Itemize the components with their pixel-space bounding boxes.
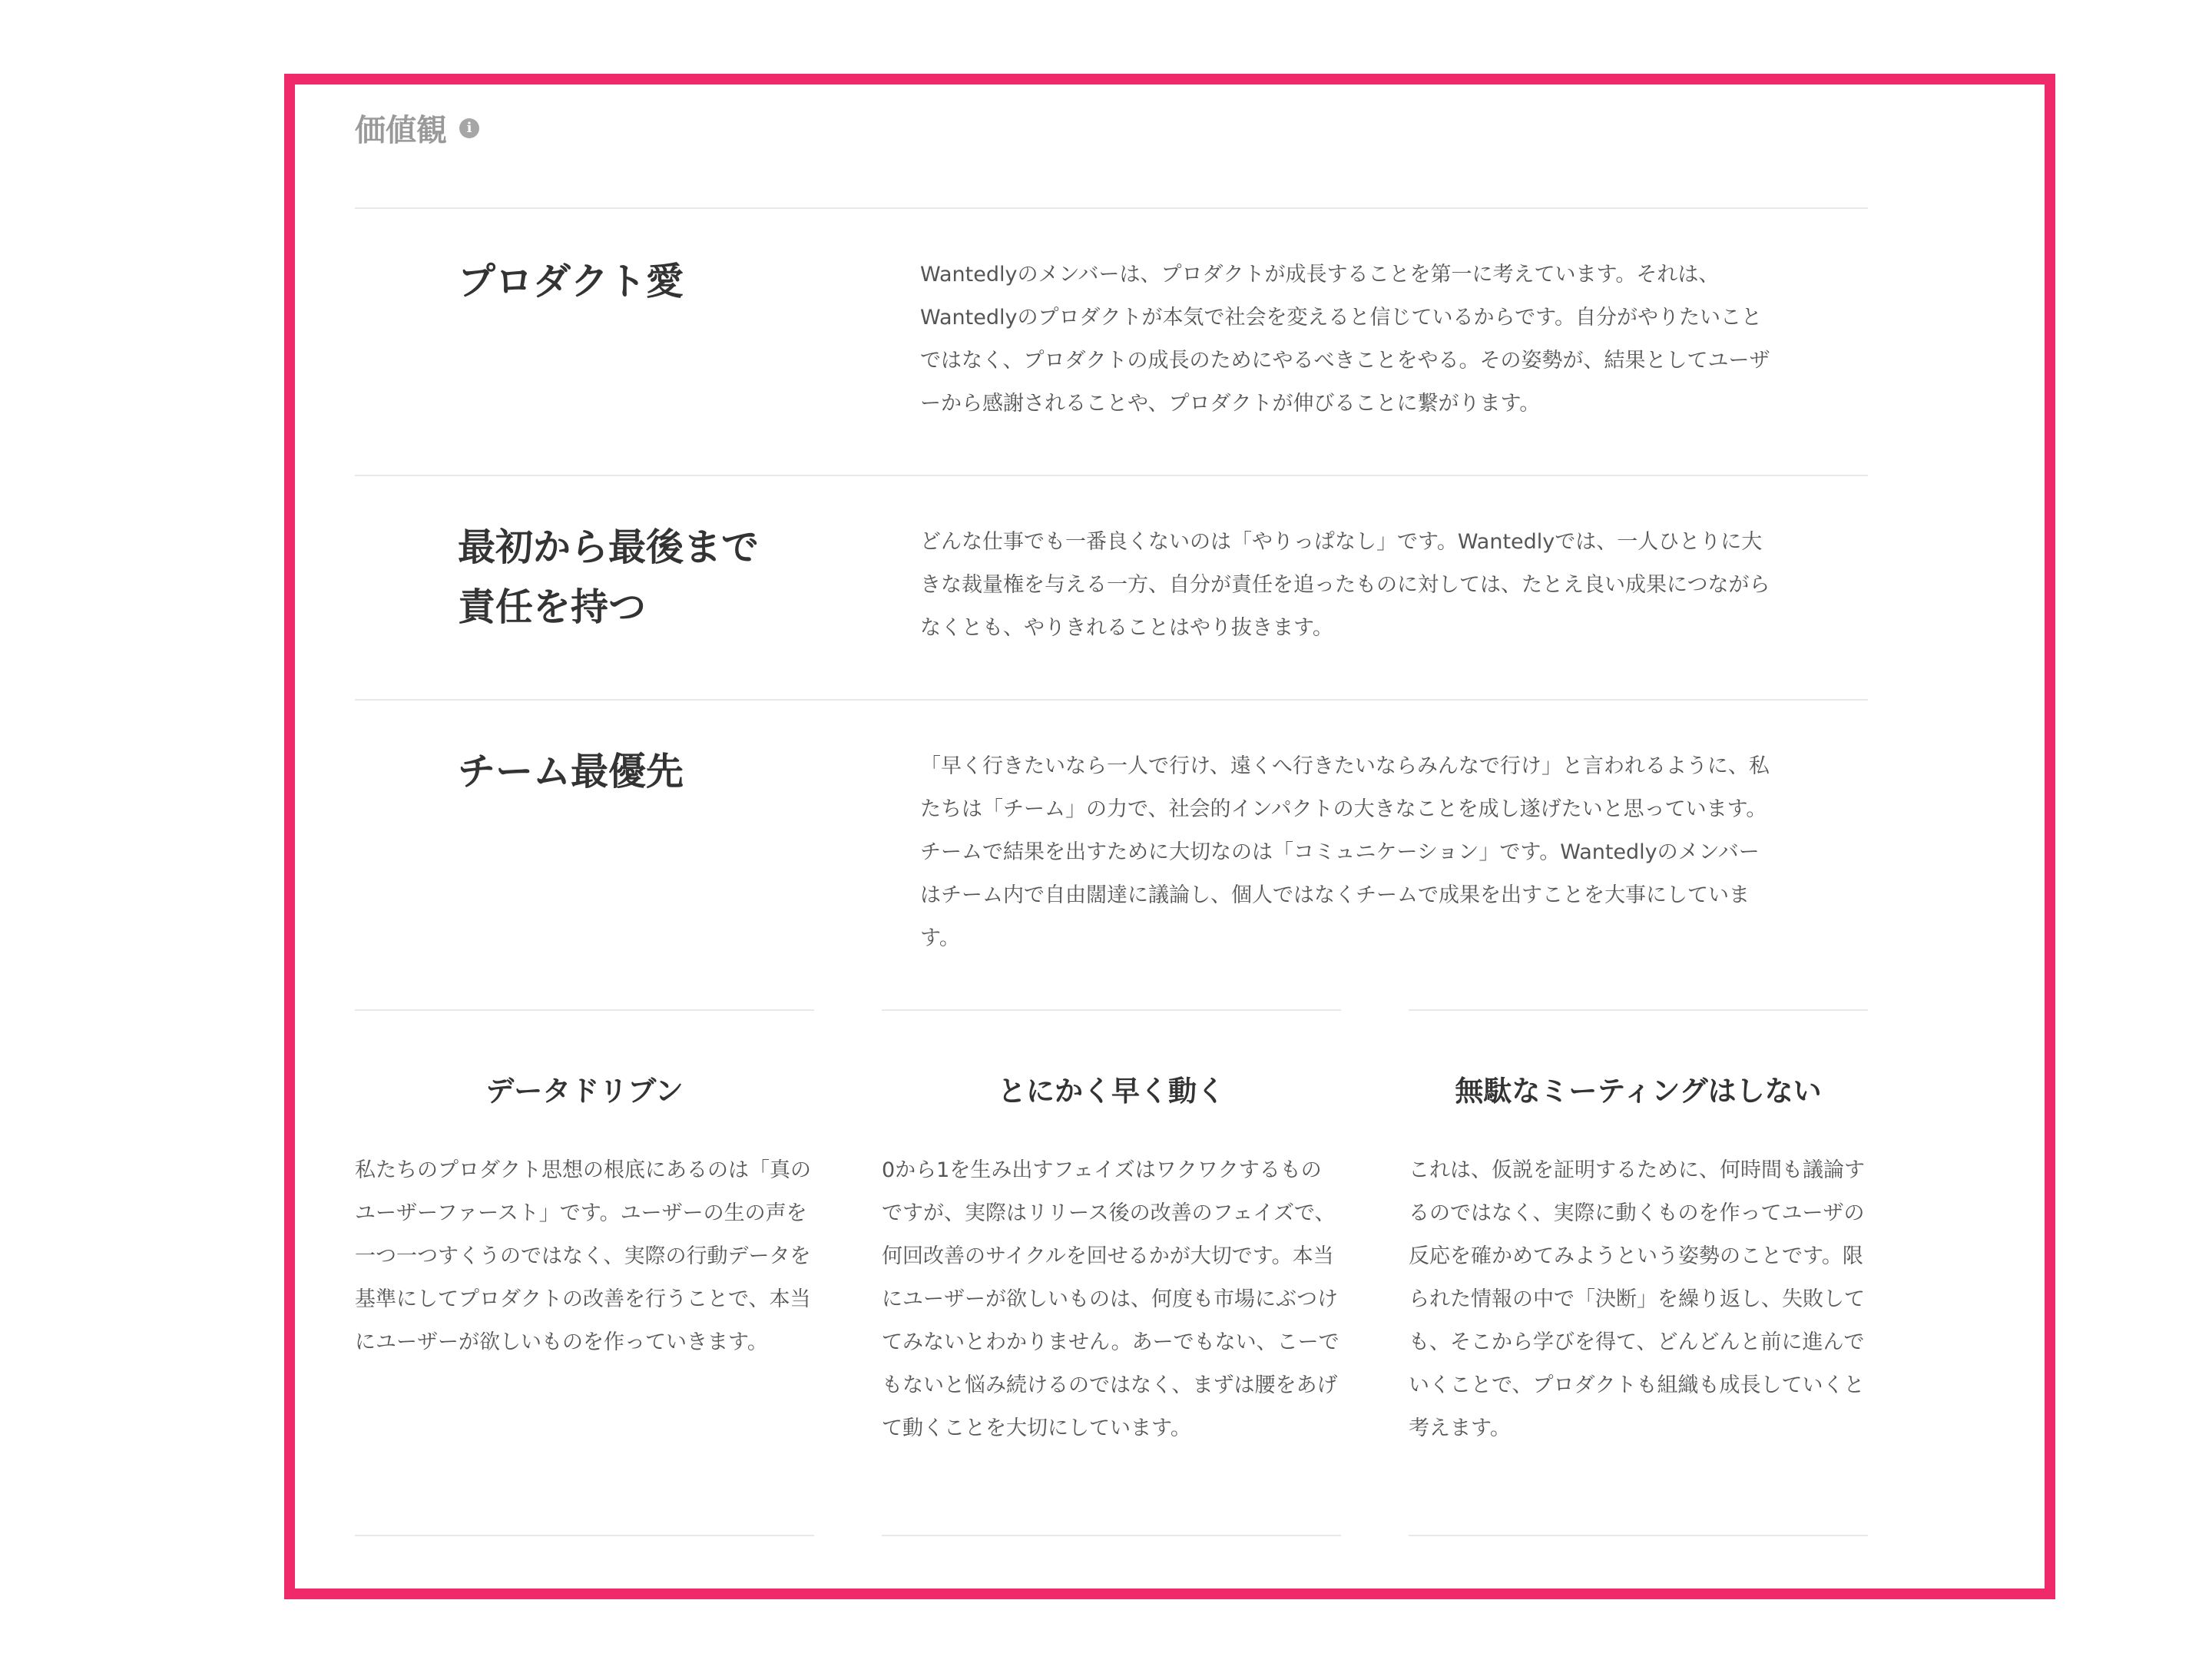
value-description: どんな仕事でも一番良くないのは「やりっぱなし」です。Wantedlyでは、一人ひとりに大きな裁量権を与える一方、自分が責任を追ったものに対しては、たとえ良い成果につながらなくとも、やりきれることはやり抜きます。 [920, 530, 1770, 640]
value-column-data-driven [355, 1009, 814, 1539]
info-icon[interactable]: i [459, 118, 479, 138]
column-divider [1409, 1009, 1868, 1011]
column-divider [882, 1009, 1341, 1011]
column-description: 0から1を生み出すフェイズはワクワクするものですが、実際はリリース後の改善のフェイズで、何回改善のサイクルを回せるかが大切です。本当にユーザーが欲しいものは、何度も市場にぶつけてみないとわかりません。あーでもない、こーでもないと悩み続けるのではなく、まずは腰をあげて動くことを大切にしています。 [882, 1158, 1339, 1440]
column-divider [355, 1535, 814, 1536]
column-title: データドリブン [485, 1075, 684, 1108]
column-description: これは、仮説を証明するために、何時間も議論するのではなく、実際に動くものを作ってユーザの反応を確かめてみようという姿勢のことです。限られた情報の中で「決断」を繰り返し、失敗しても、そこから学びを得て、どんどんと前に進んでいくことで、プロダクトも組織も成長していくと考えます。 [1409, 1158, 1865, 1440]
value-description: 「早く行きたいなら一人で行け、遠くへ行きたいならみんなで行け」と言われるように、私たちは「チーム」の力で、社会的インパクトの大きなことを成し遂げたいと思っています。チームで結果を出すために大切なのは「コミュニケーション」です。Wantedlyのメンバーはチーム内で自由闊達に議論し、個人ではなくチームで成果を出すことを大事にしています。 [920, 754, 1770, 950]
value-description: Wantedlyのメンバーは、プロダクトが成長することを第一に考えています。それは、Wantedlyのプロダクトが本気で社会を変えると信じているからです。自分がやりたいことではなく、プロダクトの成長のためにやるべきことをやる。その姿勢が、結果としてユーザーから感謝されることや、プロダクトが伸びることに繋がります。 [920, 263, 1770, 416]
column-divider [1409, 1535, 1868, 1536]
value-title: チーム最優先 [458, 750, 684, 793]
column-title: とにかく早く動く [998, 1075, 1225, 1108]
section-header [355, 106, 479, 150]
value-column-move-fast [882, 1009, 1341, 1539]
value-column-no-wasteful-meetings [1409, 1009, 1868, 1539]
value-row-responsibility [355, 475, 1868, 699]
column-title: 無駄なミーティングはしない [1455, 1075, 1822, 1108]
value-row-product-love [355, 207, 1868, 475]
value-row-team-first [355, 699, 1868, 1009]
column-divider [355, 1009, 814, 1011]
value-title: 最初から最後まで 責任を持つ [458, 525, 760, 629]
section-title: 価値観 [355, 113, 447, 148]
column-divider [882, 1535, 1341, 1536]
value-title: プロダクト愛 [458, 260, 684, 303]
column-description: 私たちのプロダクト思想の根底にあるのは「真のユーザーファースト」です。ユーザーの生の声を一つ一つすくうのではなく、実際の行動データを基準にしてプロダクトの改善を行うことで、本当にユーザーが欲しいものを作っていきます。 [355, 1158, 811, 1354]
